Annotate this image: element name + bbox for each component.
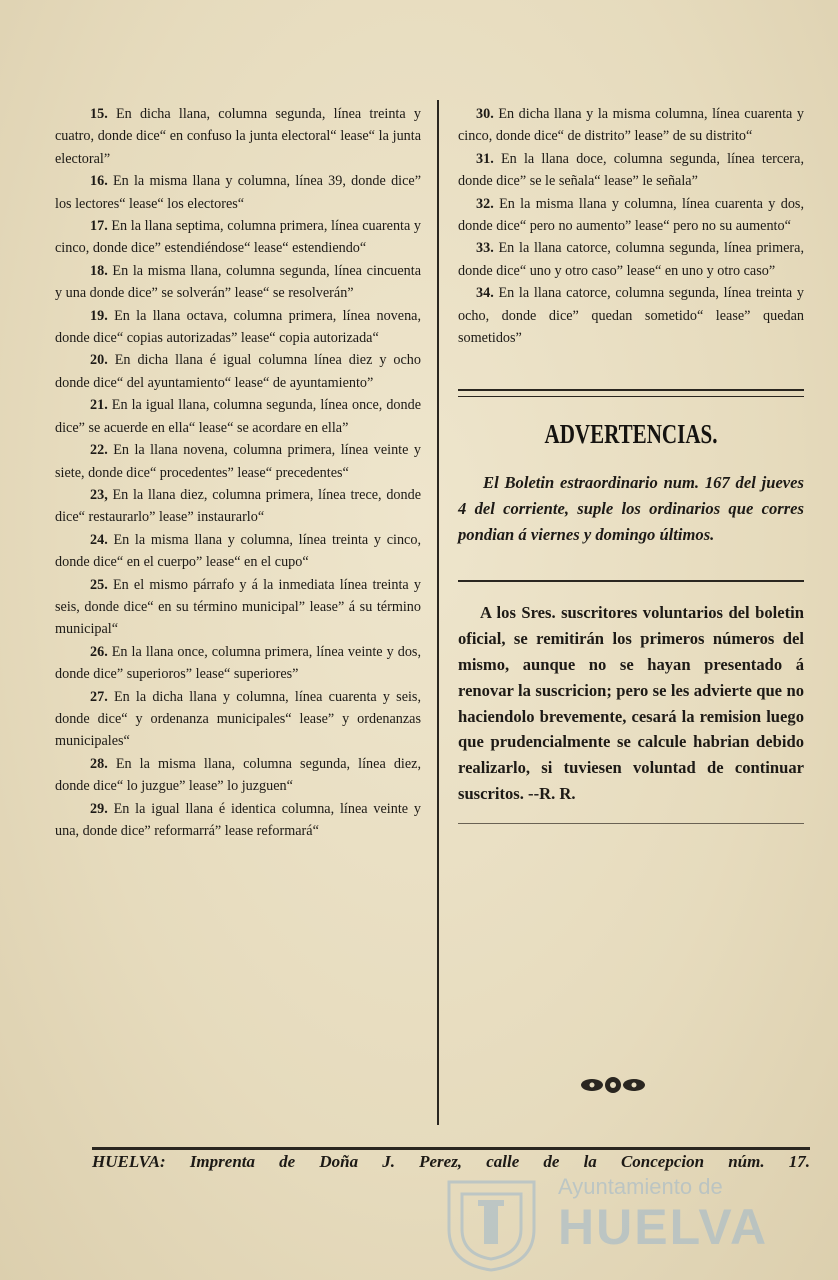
errata-entry [458, 237, 804, 282]
errata-entry [55, 798, 421, 843]
imprint-footer: HUELVA: Imprenta de Doña J. Perez, calle de la Concepcion núm. 17. [92, 1152, 810, 1171]
errata-text: En la igual llana é identica columna, línea veinte y una, donde dice” reformarrá” lease reformará“ [55, 800, 421, 839]
errata-number: 34. [476, 285, 494, 302]
left-column [55, 103, 421, 842]
errata-number: 31. [476, 150, 494, 167]
errata-number: 15. [90, 106, 108, 122]
errata-entry [55, 439, 421, 484]
errata-entry [55, 170, 421, 215]
errata-number: 24. [90, 531, 108, 548]
errata-text: En la dicha llana y columna, línea cuarenta y seis, donde dice“ y ordenanza municipales“ lease” y ordenanzas municipales“ [55, 688, 422, 750]
errata-entry [458, 103, 804, 148]
watermark [430, 1168, 810, 1278]
errata-number: 19. [90, 307, 108, 324]
errata-number: 17. [90, 218, 108, 235]
errata-entry [55, 215, 421, 260]
errata-number: 23, [90, 486, 108, 503]
errata-text: En la llana doce, columna segunda, línea tercera, donde dice” se le señala“ lease” le señala” [458, 150, 804, 190]
watermark-line2: HUELVA [558, 1199, 769, 1255]
errata-entry [55, 305, 421, 350]
errata-entry [55, 103, 421, 170]
errata-number: 25. [90, 576, 108, 593]
errata-text: En dicha llana, columna segunda, línea treinta y cuatro, donde dice“ en confuso la junta electoral“ lease“ la junta electoral” [55, 106, 421, 167]
advertencias-text: El Boletin estraordinario num. 167 del jueves 4 del corriente, suple los ordinarios que corres pondian á viernes y domingo últimos. [458, 473, 804, 545]
footer-rule [92, 1147, 810, 1150]
coat-of-arms-icon [434, 1174, 549, 1274]
section-divider [458, 389, 804, 397]
errata-text: En la igual llana, columna segunda, línea once, donde dice” se acuerde en ella“ lease“ se acordare en ella” [55, 397, 422, 436]
errata-entry [55, 753, 421, 798]
errata-list-continued [458, 103, 804, 349]
errata-entry [55, 529, 421, 574]
errata-number: 28. [90, 755, 108, 772]
advertencias-title: ADVERTENCIAS. [544, 419, 718, 450]
errata-entry [458, 148, 804, 193]
errata-text: En dicha llana é igual columna línea diez y ocho donde dice“ del ayuntamiento“ lease“ de ayuntamiento” [55, 352, 421, 391]
errata-text: En la misma llana, columna segunda, línea cincuenta y una donde dice” se solverán” lease“ se resolverán” [55, 262, 421, 302]
errata-entry [55, 686, 421, 753]
errata-entry [458, 193, 804, 238]
errata-entry [55, 260, 421, 305]
notice-divider [458, 580, 804, 582]
errata-text: En la llana octava, columna primera, línea novena, donde dice“ copias autorizadas” lease“ copia autorizada“ [55, 307, 422, 347]
errata-text: En el mismo párrafo y á la inmediata línea treinta y seis, donde dice“ en su término municipal” lease” á su término municipal“ [55, 576, 421, 638]
ornament-icon [578, 1070, 648, 1100]
errata-entry [458, 282, 804, 349]
errata-number: 16. [90, 173, 108, 190]
errata-text: En la misma llana y columna, línea 39, donde dice” los lectores“ lease“ los electores“ [55, 173, 421, 212]
errata-entry [55, 641, 421, 686]
errata-number: 26. [90, 643, 108, 660]
errata-number: 30. [476, 106, 494, 122]
errata-number: 22. [90, 442, 108, 459]
errata-number: 33. [476, 240, 494, 257]
errata-text: En la llana novena, columna primera, línea veinte y siete, donde dice“ procedentes” lease“ precedentes“ [55, 442, 421, 481]
errata-entry [55, 574, 421, 641]
subscribers-notice: A los Sres. suscritores voluntarios del boletin oficial, se remitirán los primeros números del mismo, aunque no se hayan presentado á renovar la suscricion; pero se les advierte que no haciendolo brevemente, cesará la remision luego que prudencialmente se calcule habrian debido realizarlo, si tuviesen voluntad de continuar suscritos. --R. R. [458, 603, 804, 804]
errata-entry [55, 349, 421, 394]
column-divider [437, 100, 439, 1125]
watermark-line1: Ayuntamiento de [558, 1174, 723, 1199]
errata-text: En dicha llana y la misma columna, línea cuarenta y cinco, donde dice“ de distrito” lease” de su distrito“ [458, 106, 804, 145]
errata-text: En la misma llana, columna segunda, línea diez, donde dice“ lo juzgue” lease” lo juzguen“ [55, 755, 422, 795]
errata-entry [55, 394, 421, 439]
errata-text: En la misma llana y columna, línea treinta y cinco, donde dice“ en el cuerpo” lease“ en el cupo“ [55, 531, 421, 571]
notice-bottom-rule [458, 823, 804, 824]
errata-text: En la misma llana y columna, línea cuarenta y dos, donde dice“ pero no aumento” lease“ pero no su aumento“ [458, 195, 805, 235]
errata-number: 21. [90, 397, 108, 414]
errata-number: 27. [90, 688, 108, 705]
errata-text: En la llana catorce, columna segunda, línea treinta y ocho, donde dice” quedan sometido“ lease” quedan sometidos” [458, 285, 805, 347]
errata-text: En la llana catorce, columna segunda, línea primera, donde dice“ uno y otro caso” lease“ en uno y otro caso” [458, 240, 804, 279]
errata-number: 32. [476, 195, 494, 212]
errata-text: En la llana septima, columna primera, línea cuarenta y cinco, donde dice” estendiéndose“ lease“ estendiendo“ [55, 218, 422, 257]
errata-entry [55, 484, 421, 529]
errata-number: 29. [90, 800, 108, 817]
errata-number: 18. [90, 262, 108, 279]
right-column [458, 103, 804, 824]
errata-text: En la llana diez, columna primera, línea trece, donde dice“ restaurarlo” lease” instaurarlo“ [55, 486, 422, 526]
errata-number: 20. [90, 352, 108, 369]
errata-text: En la llana once, columna primera, línea veinte y dos, donde dice” superioros” lease“ superiores” [55, 643, 422, 683]
